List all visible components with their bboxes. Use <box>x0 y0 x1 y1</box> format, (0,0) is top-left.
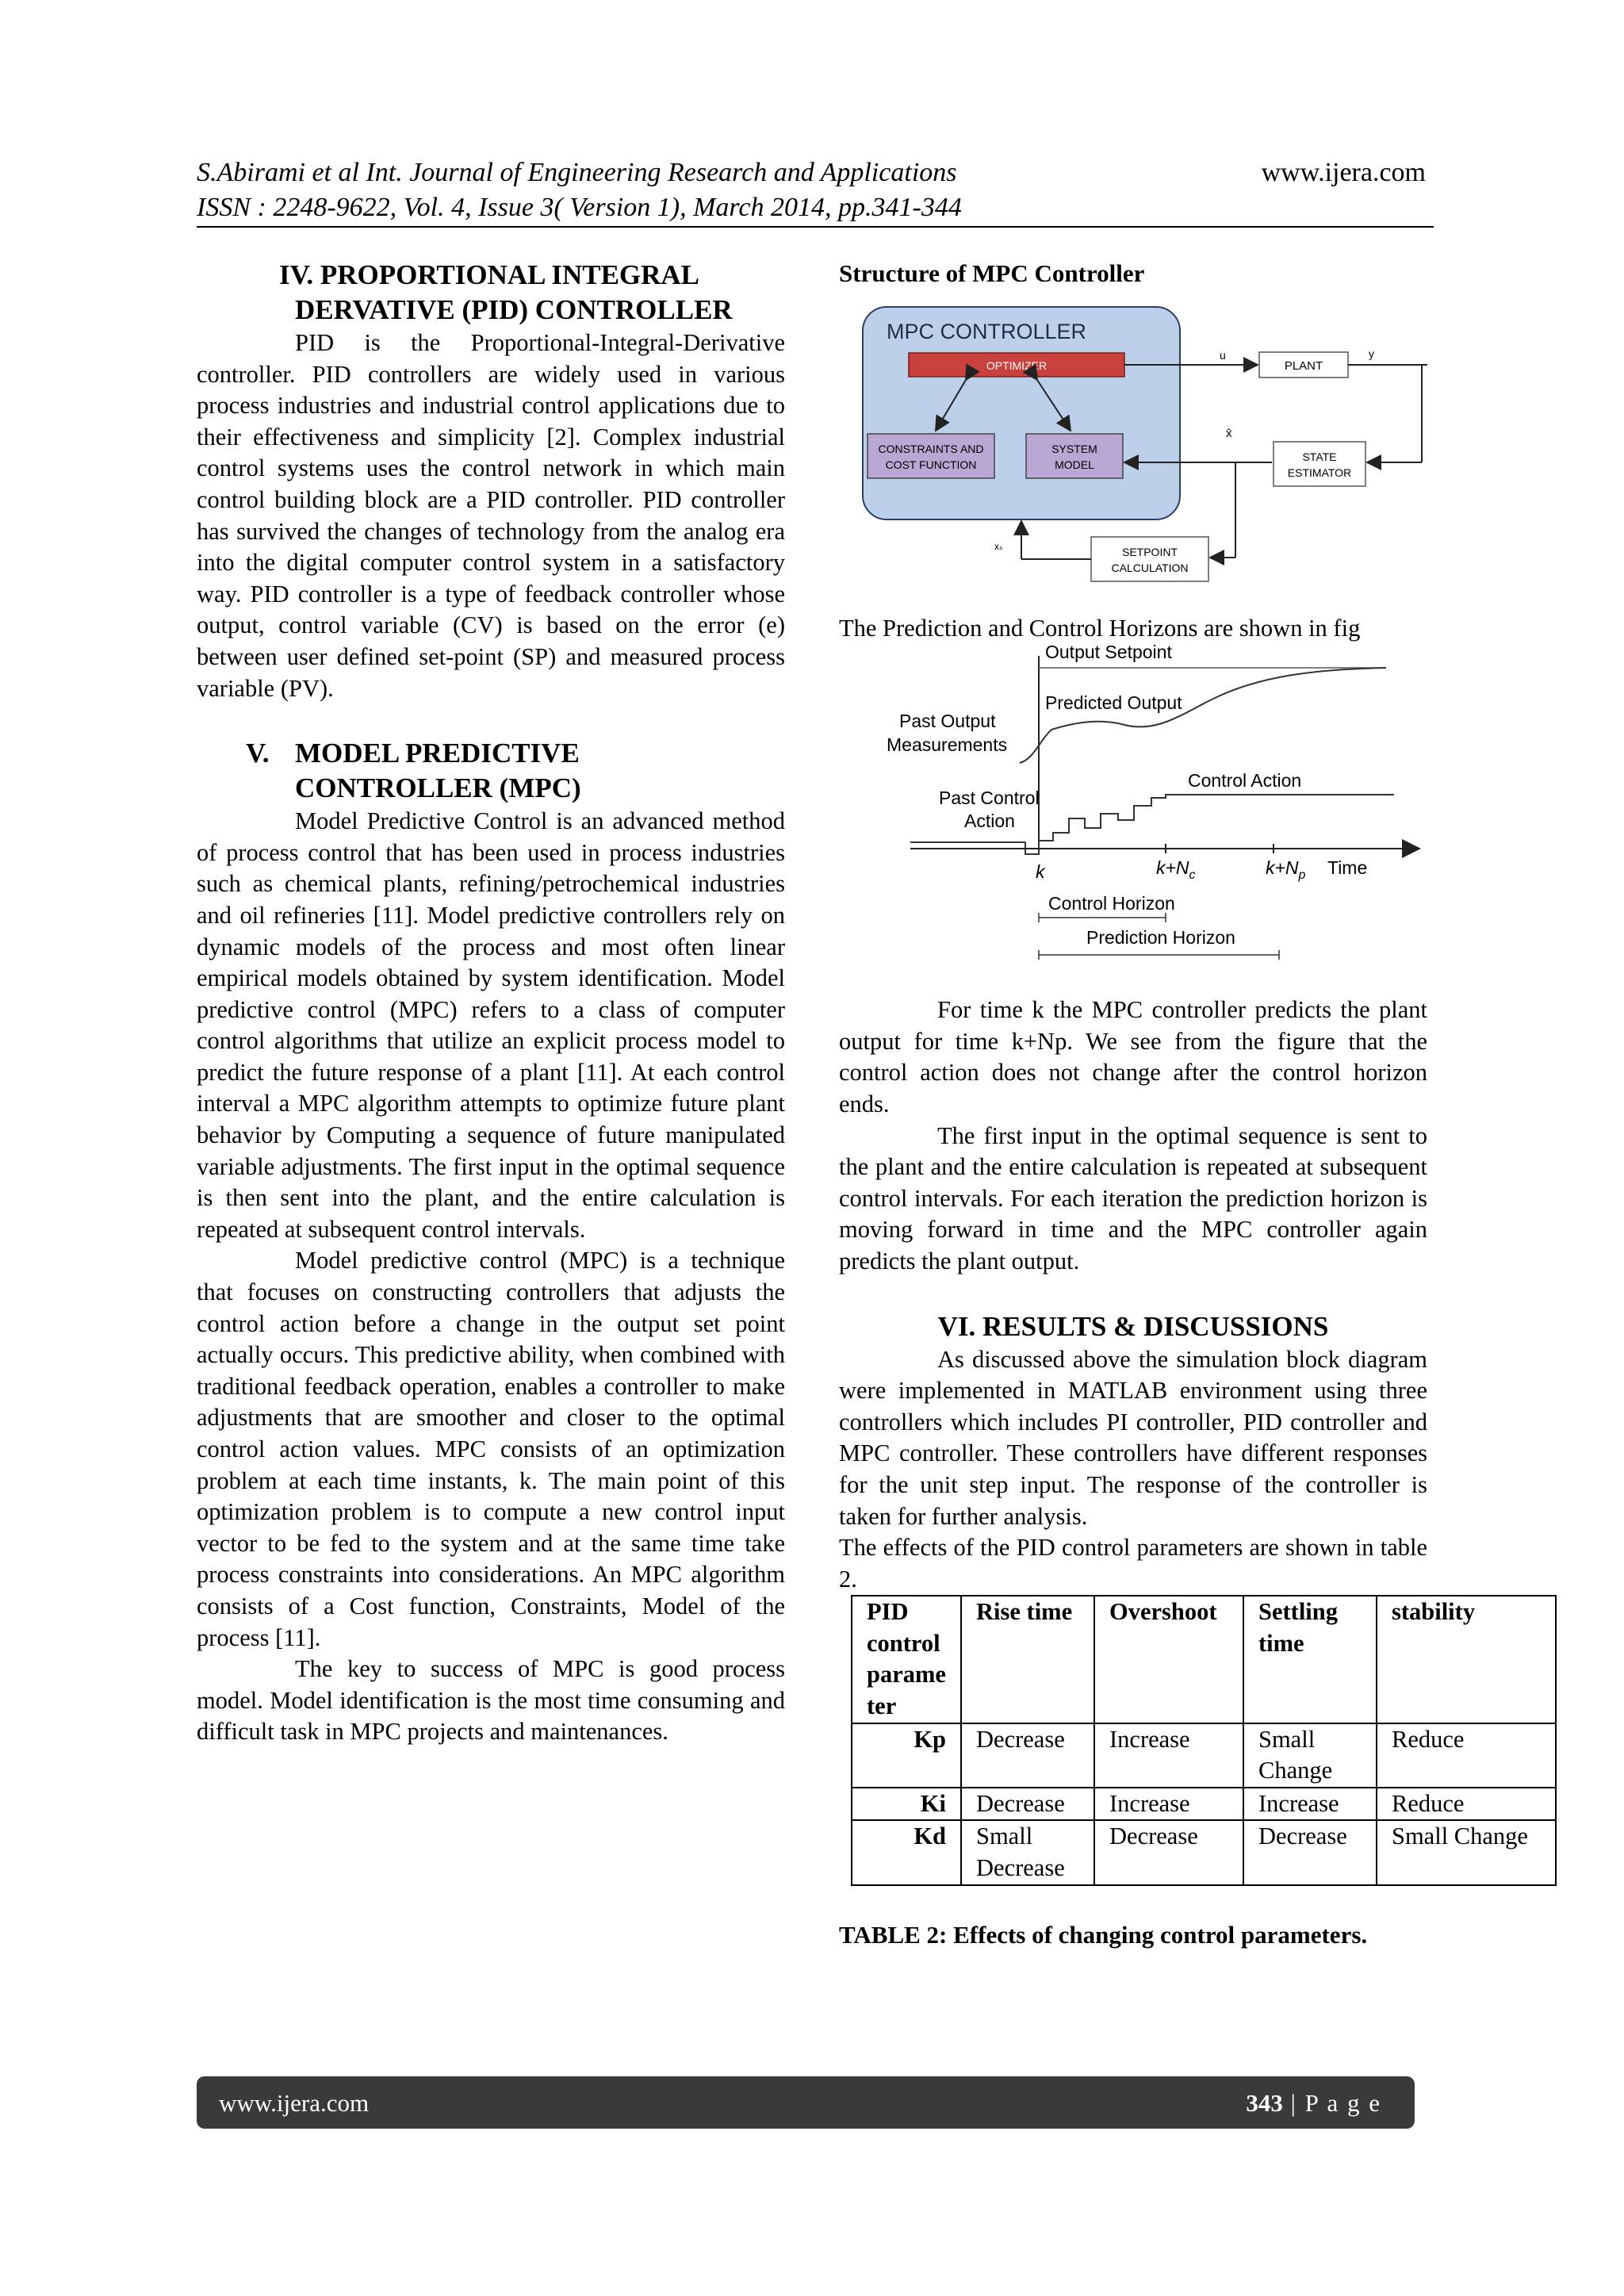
predicted-output-label: Predicted Output <box>1045 692 1182 714</box>
k-tick-label: k <box>1036 861 1045 883</box>
table-cell: Decrease <box>1094 1820 1243 1884</box>
table-cell: Small Change <box>1243 1723 1377 1788</box>
table-cell: Small Change <box>1377 1820 1556 1884</box>
section-4-title-a: PROPORTIONAL INTEGRAL <box>320 259 700 290</box>
figure-2-caption: The Prediction and Control Horizons are shown in fig <box>839 614 1361 642</box>
table-row <box>852 1788 1556 1821</box>
row-parameter: Ki <box>852 1788 961 1821</box>
header-cell: Settling time <box>1243 1596 1377 1723</box>
time-axis-label: Time <box>1327 857 1368 879</box>
table-cell: Increase <box>1094 1723 1243 1788</box>
table-header-row <box>852 1596 1556 1723</box>
k-nc-tick-label: $k+N_c$ <box>1156 857 1196 883</box>
state-estimator-block <box>1274 442 1365 486</box>
plant-label: PLANT <box>1284 358 1323 373</box>
prediction-horizon-label: Prediction Horizon <box>1086 927 1235 949</box>
row-parameter: Kp <box>852 1723 961 1788</box>
page-footer <box>197 2076 1415 2129</box>
setpoint-label-b: CALCULATION <box>1111 561 1189 574</box>
section-5-paragraph-3: The key to success of MPC is good process model. Model identification is the most time consuming and difficult task in MPC projects and maintenances. <box>197 1655 785 1746</box>
constraints-label-b: COST FUNCTION <box>885 458 977 471</box>
mpc-controller-label: MPC CONTROLLER <box>887 319 1087 343</box>
table-row <box>852 1820 1556 1884</box>
u-signal-label: u <box>1220 348 1226 362</box>
section-5-paragraph-2: Model predictive control (MPC) is a technique that focuses on constructing controllers that adjusts the control action before a change in the output set point actually occurs. This predictive ability, when combined with traditional feedback operation, enables a controller to make adjustments that are smoother and closer to the optimal control action values. MPC consists of an optimization problem at each time instants, k. The main point of this optimization problem is to compute a new control input vector to be fed to the system and at the same time take process constraints into considerations. An MPC algorithm consists of a Cost function, Constraints, Model of the process [11]. <box>197 1247 785 1651</box>
right-paragraph-2: The first input in the optimal sequence is sent to the plant and the entire calculation is repeated at subsequent control intervals. For each iteration the prediction horizon is moving forward in time and the MPC controller again predicts the plant output. <box>839 1121 1427 1274</box>
page-number <box>1246 2089 1381 2118</box>
section-5-title-a: MODEL PREDICTIVE <box>295 738 580 769</box>
control-action-label: Control Action <box>1188 770 1302 792</box>
page-label: | P a g e <box>1282 2089 1381 2117</box>
table-cell: Increase <box>1094 1788 1243 1821</box>
system-model-label-b: MODEL <box>1055 458 1094 471</box>
header-site-link[interactable]: www.ijera.com <box>1261 158 1426 187</box>
y-signal-label: y <box>1369 347 1374 360</box>
k-np-tick-label: $k+N_p$ <box>1266 857 1306 883</box>
system-model-label-a: SYSTEM <box>1051 442 1097 455</box>
prediction-horizon-diagram <box>839 644 1427 977</box>
state-estimator-label-a: STATE <box>1302 450 1337 463</box>
page-number-value: 343 <box>1246 2089 1283 2117</box>
table-cell: Decrease <box>1243 1820 1377 1884</box>
table-cell: Small Decrease <box>961 1820 1094 1884</box>
mpc-structure-diagram <box>839 304 1427 597</box>
left-column <box>197 258 785 1748</box>
header-cell: PID control parame ter <box>852 1596 961 1723</box>
right-paragraph-1: For time k the MPC controller predicts the plant output for time k+Np. We see from the figure that the control action does not change after the control horizon ends. <box>839 996 1427 1117</box>
section-4-heading <box>197 258 785 328</box>
constraints-block <box>868 434 994 478</box>
section-5-number: V. <box>246 738 270 769</box>
setpoint-calculation-block <box>1091 537 1208 581</box>
constraints-label-a: CONSTRAINTS AND <box>878 442 984 455</box>
footer-site-link[interactable]: www.ijera.com <box>219 2089 370 2117</box>
table-cell: Reduce <box>1377 1788 1556 1821</box>
past-control-label-b: Action <box>964 811 1015 832</box>
right-column <box>839 258 1528 1950</box>
header-cell: Overshoot <box>1094 1596 1243 1723</box>
setpoint-label-a: SETPOINT <box>1121 545 1178 558</box>
past-control-label-a: Past Control <box>939 788 1040 809</box>
section-5-paragraph-1: Model Predictive Control is an advanced method of process control that has been used in process industries such as chemical plants, refining/petrochemical industries and oil refineries [11]. Model predictive controllers rely on dynamic models of the process and most often linear empirical models obtained by system identification. Model predictive control (MPC) refers to a class of computer control algorithms that utilize an explicit process model to predict the future response of a plant [11]. At each control interval a MPC algorithm attempts to optimize future plant behavior by Computing a sequence of future manipulated variable adjustments. The first input in the optimal sequence is then sent into the plant, and the entire calculation is repeated at subsequent control intervals. <box>197 807 785 1243</box>
section-4-number: IV. <box>279 259 314 290</box>
output-setpoint-label: Output Setpoint <box>1045 644 1172 663</box>
journal-line: S.Abirami et al Int. Journal of Engineering Research and Applications <box>197 158 957 187</box>
header-cell: stability <box>1377 1596 1556 1723</box>
section-4-title-b: DERVATIVE (PID) CONTROLLER <box>295 294 733 325</box>
section-4-paragraph: PID is the Proportional-Integral-Derivative controller. PID controllers are widely used in various process industries and industrial control applications due to their effectiveness and simplicity [2]. Complex industrial control systems uses the control network in which main control building block are a PID controller. PID controller has survived the changes of technology from the analog era into the digital computer control system in a satisfactory way. PID controller is a type of feedback controller whose output, control variable (CV) is based on the error (e) between user defined set-point (SP) and measured process variable (PV). <box>197 329 785 702</box>
section-6-heading: VI. RESULTS & DISCUSSIONS <box>937 1310 1329 1342</box>
state-estimator-label-b: ESTIMATOR <box>1287 466 1352 479</box>
optimizer-label: OPTIMIZER <box>986 358 1048 372</box>
past-output-label-a: Past Output <box>899 711 996 732</box>
header-divider <box>197 226 1434 228</box>
table-row <box>852 1723 1556 1788</box>
table-caption: TABLE 2: Effects of changing control parameters. <box>839 1920 1368 1949</box>
row-parameter: Kd <box>852 1820 961 1884</box>
running-header <box>197 155 1431 225</box>
table-cell: Decrease <box>961 1788 1094 1821</box>
table-cell: Reduce <box>1377 1723 1556 1788</box>
header-cell: Rise time <box>961 1596 1094 1723</box>
pid-effects-table <box>851 1595 1557 1885</box>
figure-1-title: Structure of MPC Controller <box>839 259 1145 287</box>
table-cell: Decrease <box>961 1723 1094 1788</box>
xs-signal-label: xₛ <box>994 540 1003 552</box>
table-cell: Increase <box>1243 1788 1377 1821</box>
past-output-label-b: Measurements <box>887 734 1008 756</box>
section-5-title-b: CONTROLLER (MPC) <box>295 772 581 804</box>
section-6-paragraph-2: The effects of the PID control parameters are shown in table 2. <box>839 1534 1427 1593</box>
section-5-heading <box>197 736 785 806</box>
system-model-block <box>1026 434 1123 478</box>
xhat-signal-label: x̂ <box>1226 426 1232 440</box>
issn-line: ISSN : 2248-9622, Vol. 4, Issue 3( Version 1), March 2014, pp.341-344 <box>197 193 962 222</box>
control-horizon-label: Control Horizon <box>1048 893 1175 914</box>
section-6-paragraph-1: As discussed above the simulation block diagram were implemented in MATLAB environment using three controllers which includes PI controller, PID controller and MPC controller. These controllers have different responses for the unit step input. The response of the controller is taken for further analysis. <box>839 1345 1427 1530</box>
